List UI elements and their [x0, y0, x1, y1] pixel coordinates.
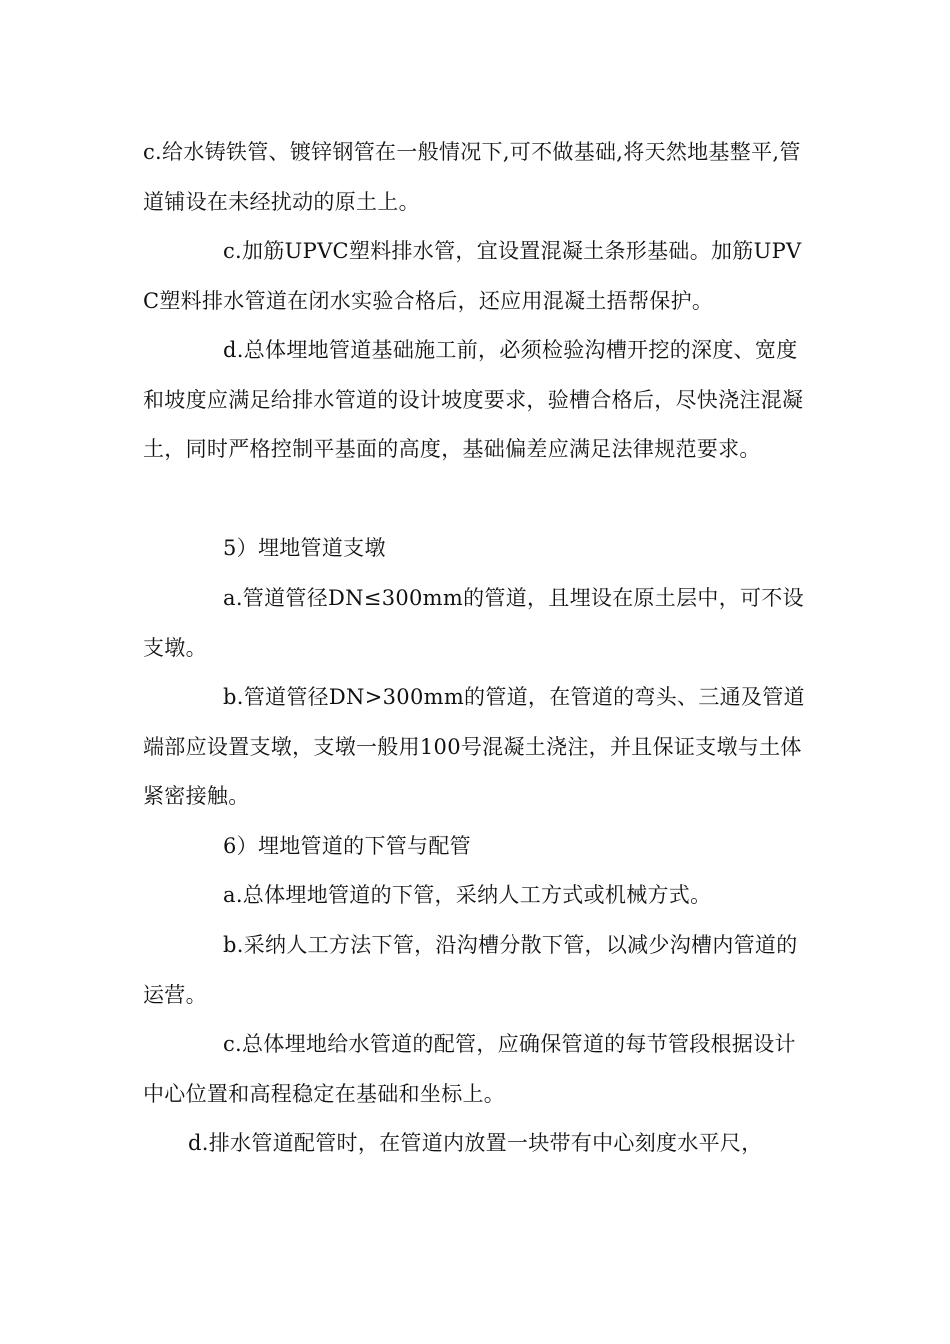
paragraph-d-drainage-fitting: d.排水管道配管时，在管道内放置一块带有中心刻度水平尺， [188, 1131, 763, 1155]
paragraph-a-lowering-methods: a.总体埋地管道的下管，采纳人工方式或机械方式。 [223, 883, 712, 907]
section-heading-6-pipe-laying: 6）埋地管道的下管与配管 [223, 834, 471, 858]
paragraph-b-large-diameter: b.管道管径DN>300mm的管道，在管道的弯头、三通及管道端部应设置支墩，支墩一般用100号混凝土浇注，并且保证支墩与土体紧密接触。 [143, 685, 805, 808]
paragraph-b-manual-lowering: b.采纳人工方法下管，沿沟槽分散下管，以减少沟槽内管道的运营。 [143, 933, 798, 1007]
paragraph-c-pipe-fitting: c.总体埋地给水管道的配管，应确保管道的每节管段根据设计中心位置和高程稳定在基础和坐标上。 [143, 1032, 796, 1106]
paragraph-a-small-diameter: a.管道管径DN≤300mm的管道，且埋设在原土层中，可不设支墩。 [143, 586, 804, 660]
paragraph-d-foundation-construction: d.总体埋地管道基础施工前，必须检验沟槽开挖的深度、宽度和坡度应满足给排水管道的设计坡度要求，验槽合格后，尽快浇注混凝土，同时严格控制平基面的高度，基础偏差应满足法律规范要求。 [143, 338, 804, 461]
section-heading-5-pipe-supports: 5）埋地管道支墩 [223, 536, 386, 560]
paragraph-c-cast-iron-pipe: c.给水铸铁管、镀锌钢管在一般情况下,可不做基础,将天然地基整平,管道铺设在未经扰动的原土上。 [143, 140, 801, 214]
paragraph-c-upvc-pipe: c.加筋UPVC塑料排水管，宜设置混凝土条形基础。加筋UPVC塑料排水管道在闭水实验合格后，还应用混凝土捂帮保护。 [143, 239, 802, 313]
